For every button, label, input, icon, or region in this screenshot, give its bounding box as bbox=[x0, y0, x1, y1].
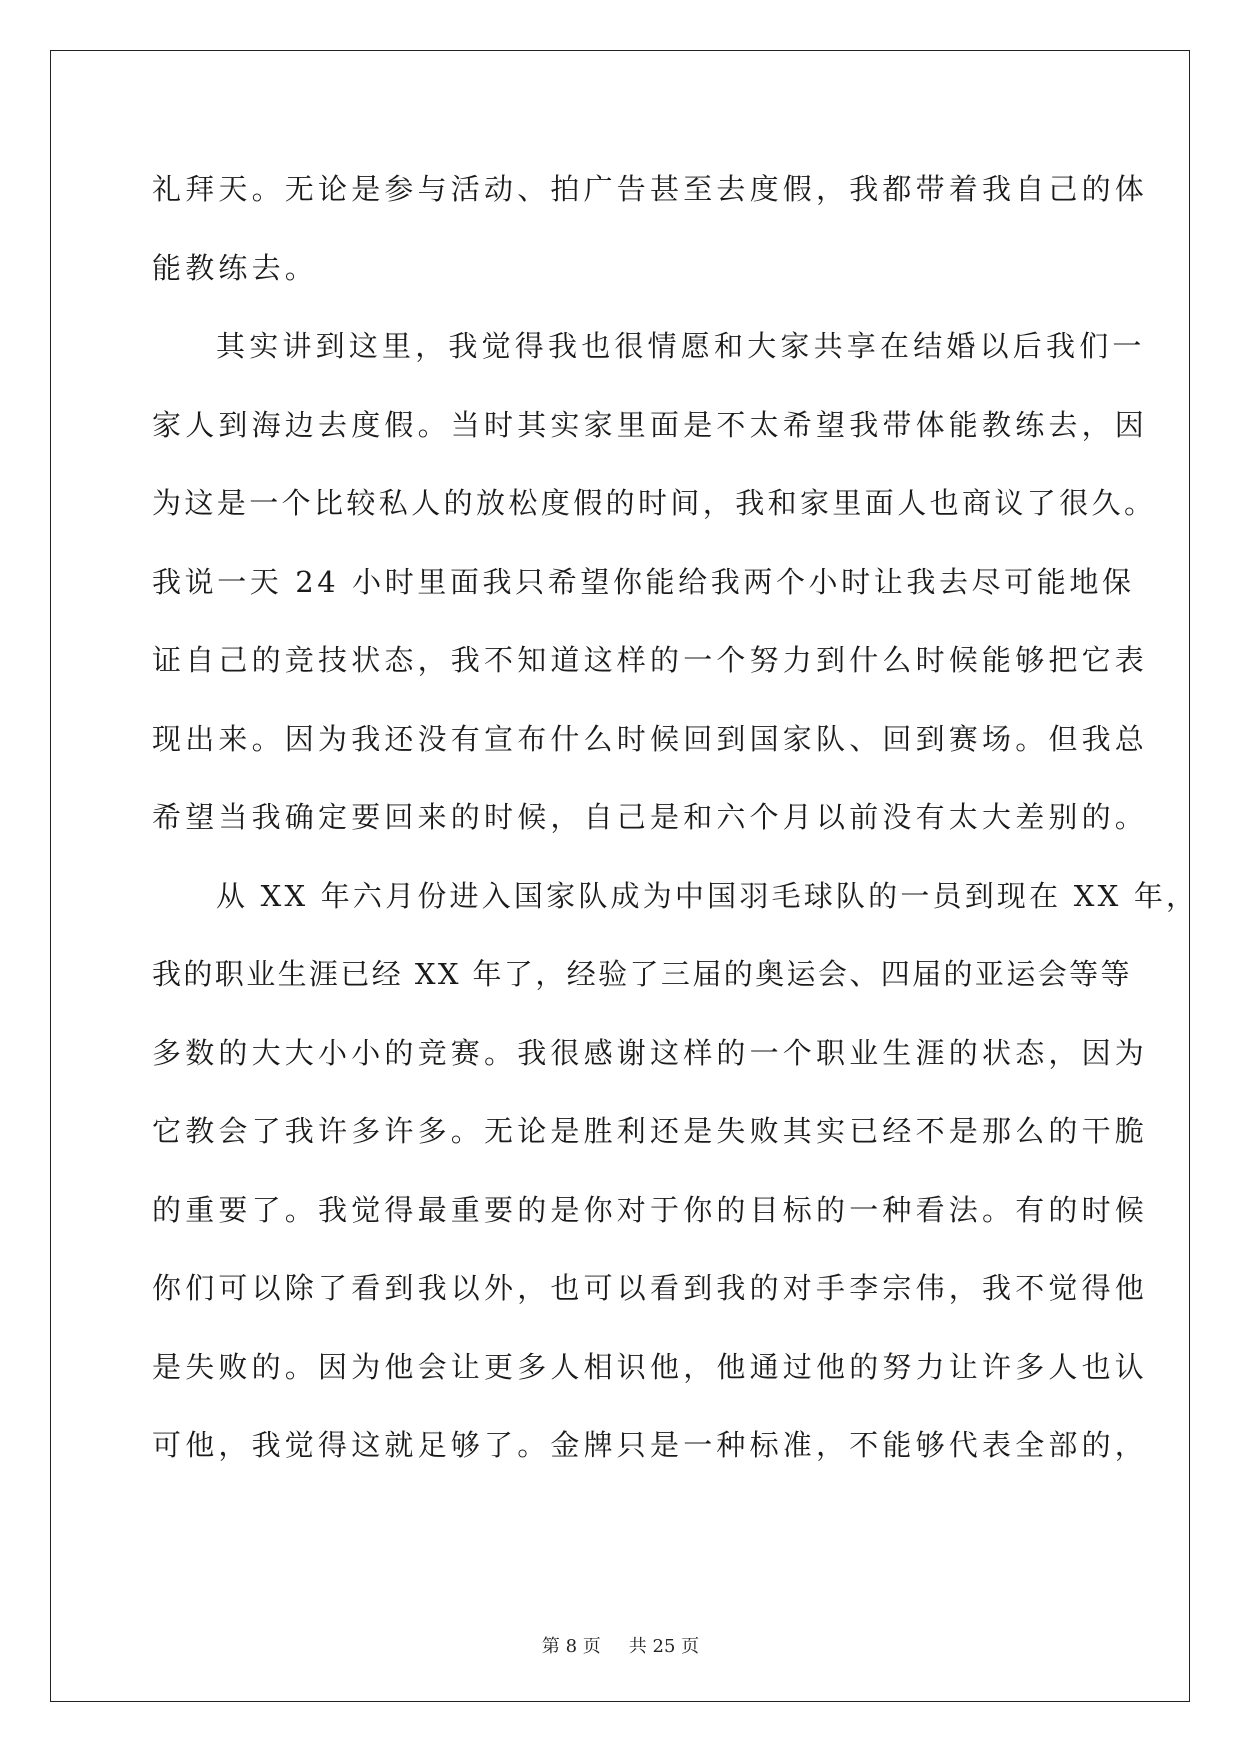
text-line: 我的职业生涯已经 XX 年了，经验了三届的奥运会、四届的亚运会等等 bbox=[152, 957, 1132, 991]
paragraph-first-line: 从 XX 年六月份进入国家队成为中国羽毛球队的一员到现在 XX 年， bbox=[216, 878, 1199, 913]
text-line: 你们可以除了看到我以外，也可以看到我的对手李宗伟，我不觉得他 bbox=[152, 1271, 1149, 1305]
text-line: 我说一天 24 小时里面我只希望你能给我两个小时让我去尽可能地保 bbox=[152, 564, 1135, 599]
page-footer bbox=[0, 1632, 1241, 1658]
text-line: 家人到海边去度假。当时其实家里面是不太希望我带体能教练去，因 bbox=[152, 407, 1149, 442]
text-line: 为这是一个比较私人的放松度假的时间，我和家里面人也商议了很久。 bbox=[152, 486, 1157, 520]
document-body bbox=[152, 160, 1199, 1495]
text-line: 它教会了我许多许多。无论是胜利还是失败其实已经不是那么的干脆 bbox=[152, 1114, 1149, 1148]
text-line: 多数的大大小小的竞赛。我很感谢这样的一个职业生涯的状态，因为 bbox=[152, 1035, 1149, 1070]
text-line: 能教练去。 bbox=[152, 250, 319, 285]
paragraph-first-line: 其实讲到这里，我觉得我也很情愿和大家共享在结婚以后我们一 bbox=[216, 329, 1146, 363]
text-line: 是失败的。因为他会让更多人相识他，他通过他的努力让许多人也认 bbox=[152, 1349, 1149, 1384]
text-line: 可他，我觉得这就足够了。金牌只是一种标准，不能够代表全部的， bbox=[152, 1428, 1149, 1462]
text-line: 现出来。因为我还没有宣布什么时候回到国家队、回到赛场。但我总 bbox=[152, 721, 1149, 756]
page-number: 第 8 页 bbox=[541, 1636, 601, 1657]
text-line: 礼拜天。无论是参与活动、拍广告甚至去度假，我都带着我自己的体 bbox=[152, 172, 1149, 206]
page-total: 共 25 页 bbox=[628, 1636, 700, 1657]
text-line: 的重要了。我觉得最重要的是你对于你的目标的一种看法。有的时候 bbox=[152, 1192, 1149, 1227]
text-line: 希望当我确定要回来的时候，自己是和六个月以前没有太大差别的。 bbox=[152, 800, 1149, 834]
text-line: 证自己的竞技状态，我不知道这样的一个努力到什么时候能够把它表 bbox=[152, 643, 1149, 677]
